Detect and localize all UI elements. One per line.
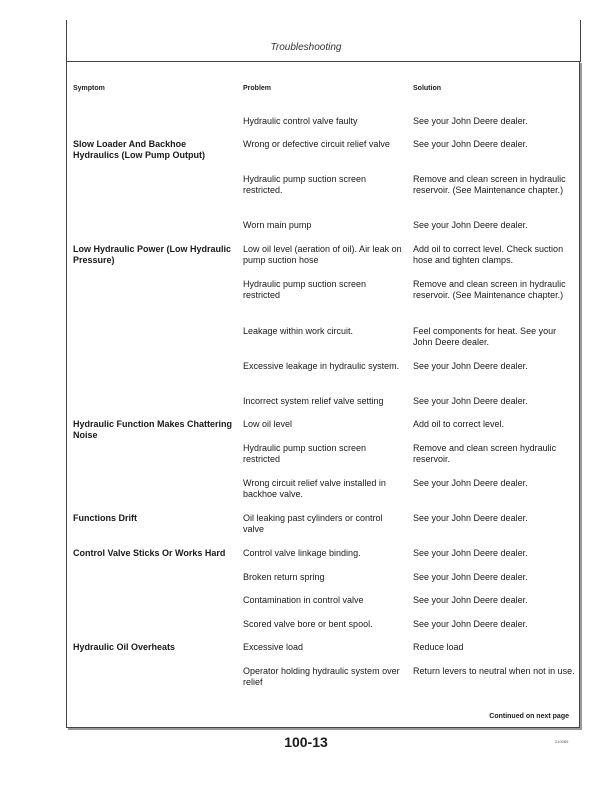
problem-cell: Operator holding hydraulic system over relief [243, 666, 400, 687]
problem-cell: Scored valve bore or bent spool. [243, 619, 373, 629]
document-code: 210069 [555, 739, 569, 744]
frame-shadow-right [580, 63, 582, 730]
problem-cell: Leakage within work circuit. [243, 326, 354, 336]
problem-cell: Excessive load [243, 642, 304, 652]
header-rule-left [66, 20, 67, 62]
column-header-symptom: Symptom [73, 85, 105, 92]
solution-cell: See your John Deere dealer. [413, 478, 528, 488]
solution-cell: See your John Deere dealer. [413, 513, 528, 523]
symptom-cell: Slow Loader And Backhoe Hydraulics (Low Pump Output) [73, 139, 205, 160]
problem-cell: Hydraulic pump suction screen restricted. [243, 174, 367, 195]
column-header-solution: Solution [413, 85, 441, 92]
solution-cell: See your John Deere dealer. [413, 572, 528, 582]
problem-cell: Worn main pump [243, 220, 312, 230]
problem-cell: Hydraulic pump suction screen restricted [243, 279, 367, 300]
solution-cell: Feel components for heat. See your John Deere dealer. [413, 326, 557, 347]
solution-cell: See your John Deere dealer. [413, 220, 528, 230]
solution-cell: Remove and clean screen hydraulic reservoir. [413, 443, 557, 464]
problem-cell: Contamination in control valve [243, 595, 364, 605]
solution-cell: Return levers to neutral when not in use. [413, 666, 575, 676]
problem-cell: Broken return spring [243, 572, 325, 582]
solution-cell: Add oil to correct level. Check suction hose and tighten clamps. [413, 244, 564, 265]
problem-cell: Control valve linkage binding. [243, 548, 361, 558]
problem-cell: Low oil level (aeration of oil). Air leak on pump suction hose [243, 244, 402, 265]
solution-cell: See your John Deere dealer. [413, 396, 528, 406]
solution-cell: See your John Deere dealer. [413, 619, 528, 629]
symptom-cell: Control Valve Sticks Or Works Hard [73, 548, 226, 558]
problem-cell: Wrong circuit relief valve installed in backhoe valve. [243, 478, 386, 499]
running-title: Troubleshooting [270, 42, 342, 53]
symptom-cell: Hydraulic Oil Overheats [73, 642, 176, 652]
problem-cell: Excessive leakage in hydraulic system. [243, 361, 400, 371]
symptom-cell: Functions Drift [73, 513, 137, 523]
problem-cell: Hydraulic control valve faulty [243, 116, 358, 126]
symptom-cell: Low Hydraulic Power (Low Hydraulic Pressure) [73, 244, 232, 265]
symptom-cell: Hydraulic Function Makes Chattering Noise [73, 419, 233, 440]
continued-note: Continued on next page [489, 713, 569, 720]
problem-cell: Hydraulic pump suction screen restricted [243, 443, 367, 464]
page-number: 100-13 [284, 734, 328, 750]
solution-cell: Remove and clean screen in hydraulic reservoir. (See Maintenance chapter.) [413, 174, 566, 195]
column-header-problem: Problem [243, 85, 272, 92]
solution-cell: See your John Deere dealer. [413, 361, 528, 371]
problem-cell: Oil leaking past cylinders or control valve [243, 513, 383, 534]
solution-cell: See your John Deere dealer. [413, 139, 528, 149]
problem-cell: Incorrect system relief valve setting [243, 396, 384, 406]
problem-cell: Wrong or defective circuit relief valve [243, 139, 390, 149]
header-rule-right [580, 20, 581, 62]
problem-cell: Low oil level [243, 419, 293, 429]
solution-cell: Reduce load [413, 642, 464, 652]
solution-cell: Add oil to correct level. [413, 419, 505, 429]
solution-cell: Remove and clean screen in hydraulic reservoir. (See Maintenance chapter.) [413, 279, 566, 300]
solution-cell: See your John Deere dealer. [413, 548, 528, 558]
solution-cell: See your John Deere dealer. [413, 116, 528, 126]
solution-cell: See your John Deere dealer. [413, 595, 528, 605]
frame-shadow-bottom [68, 728, 582, 730]
